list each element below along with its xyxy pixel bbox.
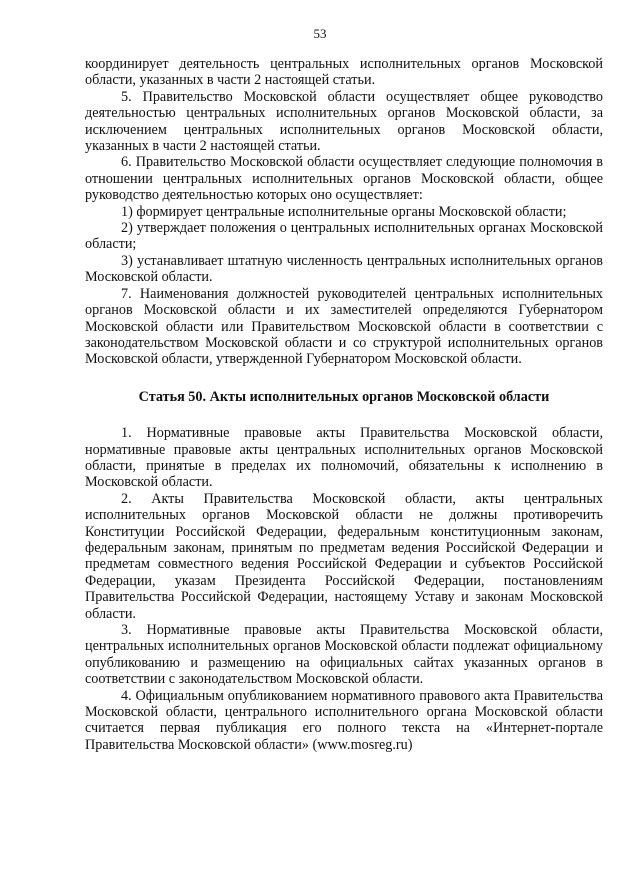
paragraph-part-6: 6. Правительство Московской области осуществляет следующие полномочия в отношении центральных исполнительных органов Московской области, общее руководство деятельностью которых оно осуществляет: — [85, 154, 603, 204]
article-paragraph-2: 2. Акты Правительства Московской области, акты центральных исполнительных органов Московской области не должны противоречить Конституции Российской Федерации, федеральным конституционным законам, федеральным законам, принятым по предметам ведения Российской Федерации и предметам совместного ведения Российской Федерации и субъектов Российской Федерации, указам Президента Российской Федерации, постановлениям Правительства Российской Федерации, настоящему Уставу и законам Московской области. — [85, 490, 603, 622]
list-item-3: 3) устанавливает штатную численность центральных исполнительных органов Московской области. — [85, 252, 603, 286]
article-paragraph-3: 3. Нормативные правовые акты Правительства Московской области, центральных исполнительных органов Московской области подлежат официальному опубликованию и размещению на официальных сайтах указанных органов в соответствии с законодательством Московской области. — [85, 622, 603, 688]
list-item-2: 2) утверждает положения о центральных исполнительных органах Московской области; — [85, 220, 603, 253]
article-heading: Статья 50. Акты исполнительных органов Московской области — [138, 388, 550, 405]
list-item-1: 1) формирует центральные исполнительные органы Московской области; — [121, 203, 567, 220]
paragraph-continuation: координирует деятельность центральных исполнительных органов Московской области, указанных в части 2 настоящей статьи. — [85, 56, 603, 89]
paragraph-part-5: 5. Правительство Московской области осуществляет общее руководство деятельностью центральных исполнительных органов Московской области, за исключением центральных исполнительных органов Московской области, указанных в части 2 настоящей статьи. — [85, 88, 603, 155]
article-paragraph-4: 4. Официальным опубликованием нормативного правового акта Правительства Московской области, центрального исполнительного органа Московской области считается первая публикация его полного текста на «Интернет-портале Правительства Московской области» (www.mosreg.ru) — [85, 687, 603, 753]
document-body — [85, 56, 603, 753]
page-number: 53 — [313, 26, 327, 41]
article-paragraph-1: 1. Нормативные правовые акты Правительства Московской области, нормативные правовые акты центральных исполнительных органов Московской области, принятые в пределах их полномочий, обязательны к исполнению в Московской области. — [85, 425, 603, 491]
paragraph-part-7: 7. Наименования должностей руководителей центральных исполнительных органов Московской области и их заместителей определяются Губернатором Московской области или Правительством Московской области в соответствии с законодательством Московской области и со структурой исполнительных органов Московской области, утвержденной Губернатором Московской области. — [85, 285, 603, 368]
